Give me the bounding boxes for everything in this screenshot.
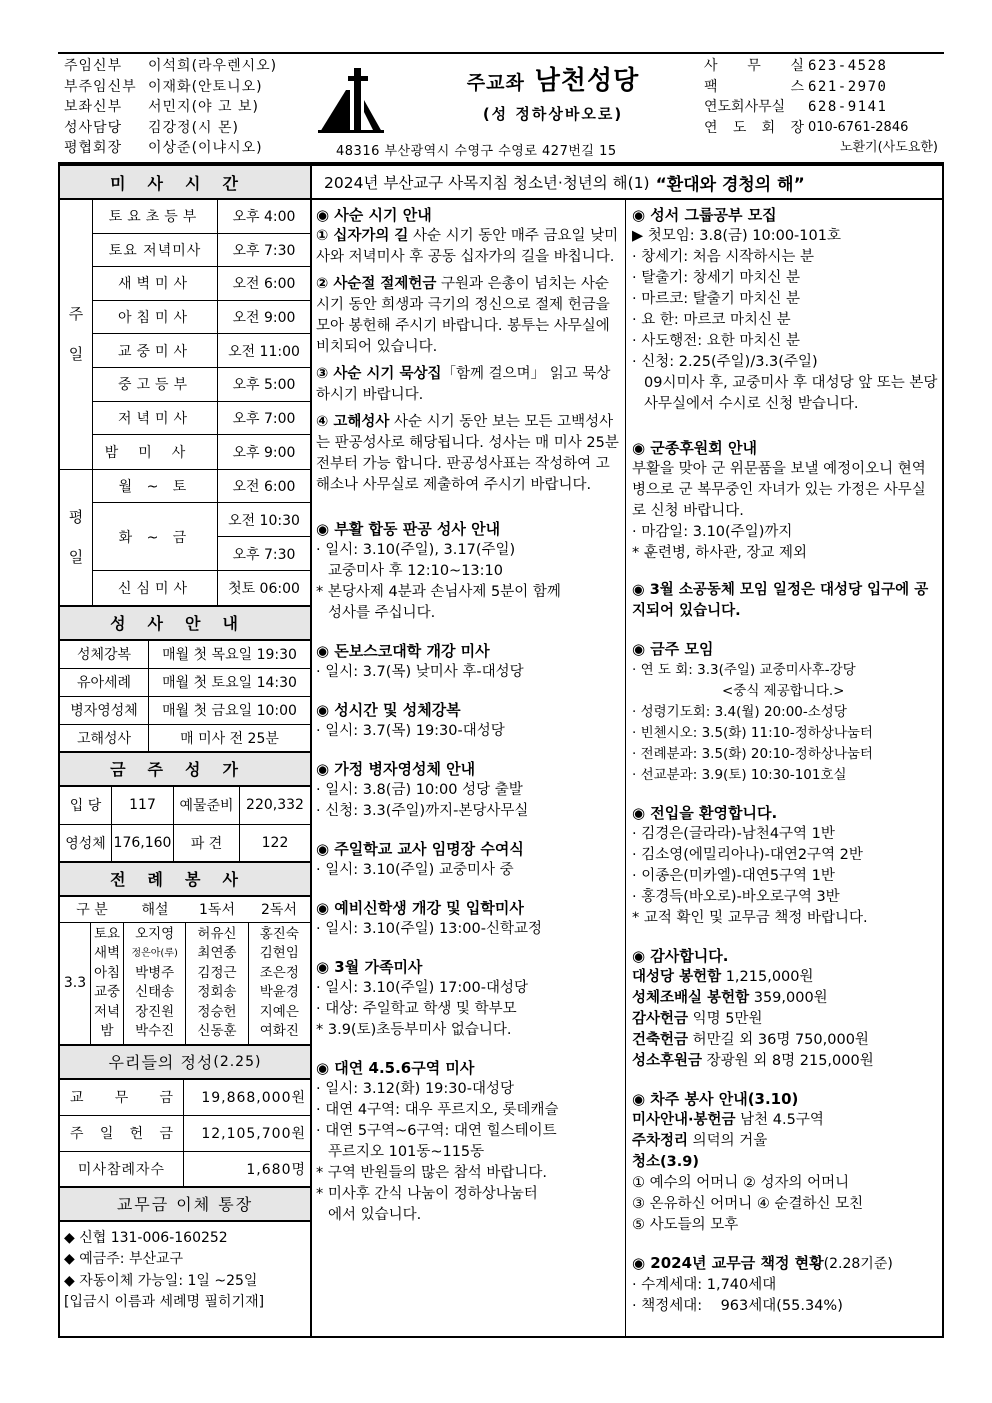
notice-line: · 책정세대: 963세대(55.34%) <box>632 1298 843 1314</box>
notice-text: 09시미사 후, 교중미사 후 대성당 앞 또는 본당사무실에서 수시로 신청 받습니다. <box>644 375 938 412</box>
notice-text: 사순 시기 동안 매주 금요일 낮미사와 저녁미사 후 공동 십자가의 길을 바칩니다. <box>316 228 619 265</box>
notice-line: · 탈출기: 창세기 마치신 분 <box>632 270 801 286</box>
notice-easter-confession <box>316 518 619 624</box>
contact-label: 팩 스 <box>704 78 804 95</box>
offerings-table <box>60 1080 310 1188</box>
bank-line: ◆ 자동이체 가능일: 1일 ~25일 <box>64 1272 258 1289</box>
notice-title: ◉ 부활 합동 판공 성사 안내 <box>316 520 501 538</box>
notice-seminary <box>316 897 619 940</box>
bank-heading: 교무금 이체 통장 <box>60 1188 310 1222</box>
church-address: 48316 부산광역시 수영구 수영로 427번길 15 <box>336 144 617 159</box>
sacraments-table <box>60 641 310 753</box>
mass-name: 교중미사 <box>93 334 218 367</box>
sacrament-time: 매월 첫 금요일 10:00 <box>162 703 297 720</box>
thanks-row <box>632 1030 938 1051</box>
mass-name: 화 ~ 금 <box>93 503 218 570</box>
thanks-row <box>632 967 938 988</box>
sacraments-heading: 성사안내 <box>60 607 310 641</box>
notice-sick-communion <box>316 758 619 822</box>
sacrament-row <box>60 725 310 753</box>
notice-line: * 미사후 간식 나눔이 정하상나눔터 <box>316 1186 538 1202</box>
title-subtitle: (성 정하상바오로) <box>482 105 624 123</box>
notice-title: ◉ 3월 소공동체 모임 일정은 대성당 입구에 공지되어 있습니다. <box>632 582 929 619</box>
notice-title: ◉ 돈보스코대학 개강 미사 <box>316 642 490 660</box>
notice-line: 남천 4.5구역 <box>735 1112 824 1128</box>
mass-time: 오후 9:00 <box>232 444 296 461</box>
notice-line: * 구역 반원들의 많은 참석 바랍니다. <box>316 1165 548 1181</box>
church-title <box>398 60 708 124</box>
mass-name: 월 ~ 토 <box>93 470 218 503</box>
thanks-label: 성소후원금 <box>632 1053 703 1069</box>
notice-title: ◉ 차주 봉사 안내(3.10) <box>632 1090 799 1108</box>
liturgy-day: 새벽 <box>93 945 121 962</box>
liturgy-day: 아침 <box>93 964 121 981</box>
notice-line: · 마르코: 탈출기 마치신 분 <box>632 291 801 307</box>
notice-line: : 대연 힐스테이트 <box>444 1123 557 1139</box>
notice-bosco <box>316 640 619 683</box>
liturgy-person: 김현임 <box>259 945 299 962</box>
notice-text: 「함께 걸으며」 읽고 묵상 하시기 바랍니다. <box>316 366 611 403</box>
contact-row <box>704 118 944 139</box>
mass-time: 오후 7:00 <box>232 410 296 427</box>
sacrament-name: 병자영성체 <box>60 697 149 724</box>
contact-value: 010-6761-2846 <box>808 119 909 135</box>
mass-times-table <box>60 200 310 607</box>
mass-time: 오전 11:00 <box>228 343 300 360</box>
hymn-number: 220,332 <box>246 797 304 814</box>
offerings-heading-date: (2.25) <box>213 1053 262 1070</box>
notice-line: ⑤ 사도들의 모후 <box>632 1217 739 1233</box>
mass-time: 첫토 06:00 <box>228 581 300 598</box>
notice-line: · 김경은(글라라)-남천4구역 1반 <box>632 826 835 842</box>
notice-line: ① 예수의 어머니 ② 성자의 어머니 <box>632 1175 850 1191</box>
liturgy-person: 박수진 <box>135 1023 175 1040</box>
notice-thanks <box>632 945 938 1072</box>
notice-subhead: · 대연 4구역 <box>316 1102 396 1118</box>
notice-line: · 마감일: 3.10(주일)까지 <box>632 524 793 540</box>
notice-text: 사순 시기 동안 보는 모든 고백성사는 판공성사로 해당됩니다. 성사는 매 미사 25분전부터 가능 합니다. 판공성사표는 작성하여 고해소나 사무실로 제출하여 주시기 바랍니다. <box>316 414 619 493</box>
liturgy-day: 토요 <box>93 925 121 942</box>
sunday-label: 주 일 <box>60 200 93 469</box>
notice-title: ◉ 성시간 및 성체강복 <box>316 701 461 719</box>
liturgy-person: 정회송 <box>197 984 237 1001</box>
notice-line: · 일시: 3.10(주일), 3.17(주일) <box>316 542 516 558</box>
notice-title: ◉ 주일학교 교사 임명장 수여식 <box>316 840 524 858</box>
liturgy-reading1 <box>186 923 248 1044</box>
bank-line: [입금시 이름과 세례명 필히기재] <box>64 1294 265 1311</box>
main-content <box>312 164 944 1338</box>
mass-row <box>93 334 310 368</box>
left-column <box>58 164 312 1338</box>
staff-role: 평협회장 <box>64 140 123 156</box>
thanks-label: 대성당 봉헌함 <box>632 969 722 985</box>
hymn-label: 파 견 <box>174 825 240 861</box>
notice-line: : 대우 푸르지오, 롯데캐슬 <box>395 1102 559 1118</box>
notice-line: · 이종은(미카엘)-대연5구역 1반 <box>632 868 835 884</box>
contact-label: 연도회사무실 <box>704 99 786 115</box>
liturgy-date: 3.3 <box>60 923 91 1044</box>
notice-column-2 <box>626 200 942 1336</box>
mass-row <box>93 470 310 504</box>
liturgy-days <box>91 923 124 1044</box>
liturgy-person: 오지영 <box>135 925 175 942</box>
hymns-row <box>60 787 310 825</box>
notice-title: ◉ 성서 그룹공부 모집 <box>632 206 777 224</box>
notice-line: 교중미사 후 12:10~13:10 <box>328 563 503 579</box>
notice-line: · 일시: 3.7(목) 19:30-대성당 <box>316 723 505 739</box>
contact-value: 621-2970 <box>808 78 888 95</box>
thanks-value: 장광원 외 8명 215,000원 <box>702 1053 874 1069</box>
staff-name: 이재화(안토니오) <box>148 78 263 95</box>
thanks-value: 1,215,000원 <box>721 969 814 985</box>
notice-line: * 교적 확인 및 교무금 책정 바랍니다. <box>632 910 868 926</box>
offering-label: 주 일 헌 금 <box>60 1116 184 1151</box>
offering-value: 12,105,700원 <box>201 1126 306 1143</box>
hymns-row <box>60 825 310 863</box>
notice-title: ◉ 전입을 환영합니다. <box>632 804 778 822</box>
thanks-value: 허만길 외 36명 750,000원 <box>688 1032 869 1048</box>
bulletin-page <box>58 52 944 1338</box>
pastoral-theme <box>312 166 942 200</box>
mass-name: 밤미사 <box>93 435 218 469</box>
title-main: 남천성당 <box>534 66 640 96</box>
notice-column-1 <box>312 200 626 1336</box>
bank-line: ◆ 신협 131-006-160252 <box>64 1229 228 1246</box>
staff-list <box>64 56 314 159</box>
notice-title: ◉ 사순 시기 안내 <box>316 206 432 224</box>
notice-line: · 일시: 3.10(주일) 교중미사 중 <box>316 862 514 878</box>
liturgy-header: 구 분 <box>76 902 108 919</box>
mass-row <box>93 402 310 436</box>
offering-label: 교 무 금 <box>60 1080 184 1115</box>
church-logo-icon <box>316 60 386 136</box>
bulletin-header <box>58 52 944 164</box>
sacrament-time: 매 미사 전 25분 <box>180 730 279 747</box>
liturgy-header: 1독서 <box>199 902 235 919</box>
offering-value: 1,680명 <box>246 1161 306 1178</box>
mass-row <box>93 435 310 469</box>
mass-times-heading: 미사시간 <box>60 166 310 200</box>
thanks-label: 감사헌금 <box>632 1011 689 1027</box>
contact-note: 노환기(사도요한) <box>839 140 938 155</box>
theme-prefix: 2024년 부산교구 사목지침 청소년·청년의 해(1) <box>324 174 650 192</box>
notice-subhead: 청소(3.9) <box>632 1154 699 1170</box>
notice-military <box>632 437 938 564</box>
staff-name: 김강정(시 몬) <box>148 119 239 136</box>
notice-line: <중식 제공합니다.> <box>722 683 845 699</box>
offering-value: 19,868,000원 <box>201 1090 306 1107</box>
liturgy-person: 장진원 <box>135 1003 175 1020</box>
liturgy-header: 2독서 <box>261 902 297 919</box>
liturgy-body <box>60 923 310 1046</box>
sacrament-name: 유아세례 <box>60 669 149 696</box>
notice-family-mass <box>316 956 619 1041</box>
notice-title: ◉ 감사합니다. <box>632 947 729 965</box>
staff-row <box>64 118 314 139</box>
mass-name: 토요초등부 <box>93 200 218 233</box>
notice-district-mass <box>316 1057 619 1226</box>
notice-text: 부활을 맞아 군 위문품을 보낼 예정이오니 현역병으로 군 복무중인 자녀가 있는 가정은 사무실로 신청 바랍니다. <box>632 461 926 519</box>
sacrament-time: 매월 첫 목요일 19:30 <box>162 647 297 664</box>
liturgy-person: 최연종 <box>197 945 237 962</box>
notice-line: · 수계세대: 1,740세대 <box>632 1277 777 1293</box>
mass-time: 오후 4:00 <box>232 209 296 226</box>
contact-row <box>704 56 944 77</box>
notice-holy-hour <box>316 699 619 742</box>
notice-line: · 전례분과: 3.5(화) 20:10-정하상나눔터 <box>632 746 873 762</box>
staff-row <box>64 138 314 159</box>
notice-line: 에서 있습니다. <box>328 1207 422 1223</box>
staff-role: 보좌신부 <box>64 99 123 115</box>
notice-line: 성사를 주십니다. <box>328 605 436 621</box>
notice-title: ◉ 3월 가족미사 <box>316 958 423 976</box>
notice-title: ◉ 군종후원회 안내 <box>632 439 757 457</box>
notice-title-date: (2.28기준) <box>823 1256 893 1272</box>
sacrament-time: 매월 첫 토요일 14:30 <box>162 675 297 692</box>
mass-time: 오전 6:00 <box>232 276 296 293</box>
mass-name: 새벽미사 <box>93 267 218 300</box>
thanks-label: 성체조배실 봉헌함 <box>632 990 750 1006</box>
contact-value: 623-4528 <box>808 58 888 74</box>
liturgy-person: 박윤경 <box>259 984 299 1001</box>
weekday-label: 평 일 <box>60 470 93 605</box>
staff-name: 이석희(라우렌시오) <box>148 58 278 74</box>
staff-role: 부주임신부 <box>64 78 137 95</box>
hymn-number: 122 <box>261 834 289 851</box>
theme-highlight: “환대와 경청의 해” <box>655 174 805 195</box>
notice-title: ◉ 2024년 교무금 책정 현황 <box>632 1254 824 1272</box>
mass-row <box>93 267 310 301</box>
notice-line: ▶ 첫모임: 3.8(금) 10:00-101호 <box>632 228 841 244</box>
notice-subhead: · 대연 5구역~6구역 <box>316 1123 445 1139</box>
sacrament-name: 고해성사 <box>60 725 149 751</box>
sacrament-row <box>60 669 310 697</box>
liturgy-reading2 <box>249 923 310 1044</box>
notice-line: · 대상: 주일학교 학생 및 학부모 <box>316 1001 517 1017</box>
mass-time: 오전 10:30 <box>218 503 310 537</box>
sacrament-row <box>60 641 310 669</box>
notice-line: · 일시: 3.10(주일) 13:00-신학교정 <box>316 921 542 937</box>
liturgy-heading: 전례봉사 <box>60 863 310 897</box>
notice-subhead: ② 사순절 절제헌금 <box>316 276 437 292</box>
contact-label: 연 도 회 장 <box>704 119 804 136</box>
staff-name: 서민지(야 고 보) <box>148 99 259 115</box>
notice-title: ◉ 대연 4.5.6구역 미사 <box>316 1059 475 1077</box>
notice-line: · 요 한: 마르코 마치신 분 <box>632 312 791 328</box>
mass-name: 중고등부 <box>93 368 218 401</box>
notice-subhead: 미사안내·봉헌금 <box>632 1112 736 1128</box>
mass-name: 아침미사 <box>93 301 218 334</box>
notice-subhead: ① 십자가의 길 <box>316 228 409 244</box>
hymn-label: 예물준비 <box>174 787 240 824</box>
thanks-label: 건축헌금 <box>632 1032 689 1048</box>
hymn-number: 176,160 <box>112 825 174 861</box>
contact-row <box>704 97 944 118</box>
liturgy-person: 지예은 <box>259 1003 299 1020</box>
notice-title: ◉ 예비신학생 개강 및 입학미사 <box>316 899 524 917</box>
thanks-row <box>632 1009 938 1030</box>
notice-subhead: 주차정리 <box>632 1133 689 1149</box>
staff-name: 이상준(이냐시오) <box>148 140 263 156</box>
contact-row <box>704 77 944 98</box>
notice-line: · 일시: 3.10(주일) 17:00-대성당 <box>316 980 528 996</box>
thanks-row <box>632 1051 938 1072</box>
notice-subhead: ③ 사순 시기 묵상집 <box>316 366 442 382</box>
notice-dues-status <box>632 1252 938 1317</box>
hymn-number: 117 <box>112 787 174 824</box>
notice-line: · 김소영(에밀리아나)-대연2구역 2반 <box>632 847 863 863</box>
notice-line: · 빈첸시오: 3.5(화) 11:10-정하상나눔터 <box>632 725 873 741</box>
hymns-table <box>60 787 310 863</box>
hymn-label: 영성체 <box>60 825 112 861</box>
liturgy-day: 교중 <box>93 984 121 1001</box>
staff-role: 성사담당 <box>64 119 123 136</box>
notice-line: · 연 도 회: 3.3(주일) 교중미사후-강당 <box>632 662 856 678</box>
notice-teacher <box>316 838 619 881</box>
liturgy-person: 여화진 <box>259 1023 299 1040</box>
mass-row <box>93 234 310 268</box>
notice-line: · 일시: 3.8(금) 10:00 성당 출발 <box>316 782 523 798</box>
mass-name: 신심미사 <box>93 571 218 605</box>
liturgy-person: 정은아(루) <box>131 948 178 960</box>
sacrament-row <box>60 697 310 725</box>
weekday-mass-group <box>60 470 310 605</box>
notice-line: · 선교분과: 3.9(토) 10:30-101호실 <box>632 767 847 783</box>
notice-line: · 일시: 3.7(목) 낮미사 후-대성당 <box>316 664 524 680</box>
thanks-value: 익명 5만원 <box>688 1011 763 1027</box>
notice-line: ③ 온유하신 어머니 ④ 순결하신 모친 <box>632 1196 864 1212</box>
notice-lent <box>316 204 619 496</box>
notice-line: · 사도행전: 요한 마치신 분 <box>632 333 801 349</box>
notice-line: 푸르지오 101동~115동 <box>328 1144 485 1160</box>
hymn-label: 입 당 <box>60 787 112 824</box>
liturgy-table <box>60 897 310 1046</box>
liturgy-day: 밤 <box>100 1023 114 1040</box>
mass-time: 오후 7:30 <box>232 242 296 259</box>
thanks-row <box>632 988 938 1009</box>
notice-line: * 본당사제 4분과 손님사제 5분이 함께 <box>316 584 561 600</box>
mass-row <box>93 200 310 234</box>
offering-row <box>60 1116 310 1152</box>
notice-meetings <box>632 638 938 786</box>
liturgy-day: 저녁 <box>93 1003 121 1020</box>
notice-line: 의덕의 거울 <box>688 1133 768 1149</box>
sacrament-name: 성체강복 <box>60 641 149 668</box>
liturgy-person: 허유신 <box>197 925 237 942</box>
mass-name: 저녁미사 <box>93 402 218 435</box>
staff-role: 주임신부 <box>64 58 123 74</box>
notice-welcome <box>632 802 938 929</box>
liturgy-person: 정승헌 <box>197 1003 237 1020</box>
liturgy-person: 신태송 <box>135 984 175 1001</box>
offerings-heading <box>60 1046 310 1080</box>
liturgy-person: 신동훈 <box>197 1023 237 1040</box>
mass-time: 오전 9:00 <box>232 310 296 327</box>
liturgy-person: 홍진숙 <box>259 925 299 942</box>
notice-line: · 일시: 3.12(화) 19:30-대성당 <box>316 1081 514 1097</box>
bank-info <box>60 1222 310 1320</box>
offering-row <box>60 1080 310 1116</box>
notice-bible-study <box>632 204 938 415</box>
contact-label: 사 무 실 <box>704 58 804 74</box>
notice-line: * 훈련병, 하사관, 장교 제외 <box>632 545 807 561</box>
hymns-heading: 금주성가 <box>60 753 310 787</box>
mass-time: 오후 5:00 <box>232 377 296 394</box>
notice-line: · 창세기: 처음 시작하시는 분 <box>632 249 815 265</box>
mass-time: 오전 6:00 <box>232 479 296 496</box>
notice-text: 구원과 은총이 넘치는 사순 시기 동안 희생과 극기의 정신으로 절제 헌금을 모아 봉헌해 주시기 바랍니다. 봉투는 사무실에 비치되어 있습니다. <box>316 276 610 355</box>
offering-row <box>60 1152 310 1188</box>
mass-row <box>93 368 310 402</box>
liturgy-person: 조은정 <box>259 964 299 981</box>
bank-line: ◆ 예금주: 부산교구 <box>64 1251 184 1268</box>
title-prefix: 주교좌 <box>466 72 525 94</box>
contact-list <box>704 56 944 159</box>
liturgy-commentators <box>124 923 186 1044</box>
notice-line: · 신청: 3.3(주일)까지-본당사무실 <box>316 803 529 819</box>
notice-subhead: ④ 고해성사 <box>316 414 390 430</box>
thanks-value: 359,000원 <box>749 990 828 1006</box>
mass-row <box>93 571 310 605</box>
notice-next-week-service <box>632 1088 938 1236</box>
sunday-mass-group <box>60 200 310 470</box>
offering-label: 미사참례자수 <box>60 1152 184 1186</box>
liturgy-header-row <box>60 897 310 923</box>
mass-row <box>93 301 310 335</box>
contact-value: 628-9141 <box>808 99 888 115</box>
mass-time: 오후 7:30 <box>232 546 296 563</box>
notice-line: · 신청: 2.25(주일)/3.3(주일) <box>632 354 818 370</box>
staff-row <box>64 77 314 98</box>
notice-line: · 성령기도회: 3.4(월) 20:00-소성당 <box>632 704 847 720</box>
liturgy-person: 김정근 <box>197 964 237 981</box>
liturgy-person: 박병주 <box>135 964 175 981</box>
notice-community <box>632 580 938 622</box>
notice-line: · 홍경득(바오로)-바오로구역 3반 <box>632 889 840 905</box>
staff-row <box>64 97 314 118</box>
notice-line: * 3.9(토)초등부미사 없습니다. <box>316 1022 512 1038</box>
mass-name: 토요 저녁미사 <box>93 234 218 267</box>
notice-title: ◉ 금주 모임 <box>632 640 714 658</box>
offerings-heading-text: 우리들의 정성 <box>108 1053 214 1073</box>
staff-row <box>64 56 314 77</box>
liturgy-header: 해설 <box>141 902 169 919</box>
notice-title: ◉ 가정 병자영성체 안내 <box>316 760 476 778</box>
